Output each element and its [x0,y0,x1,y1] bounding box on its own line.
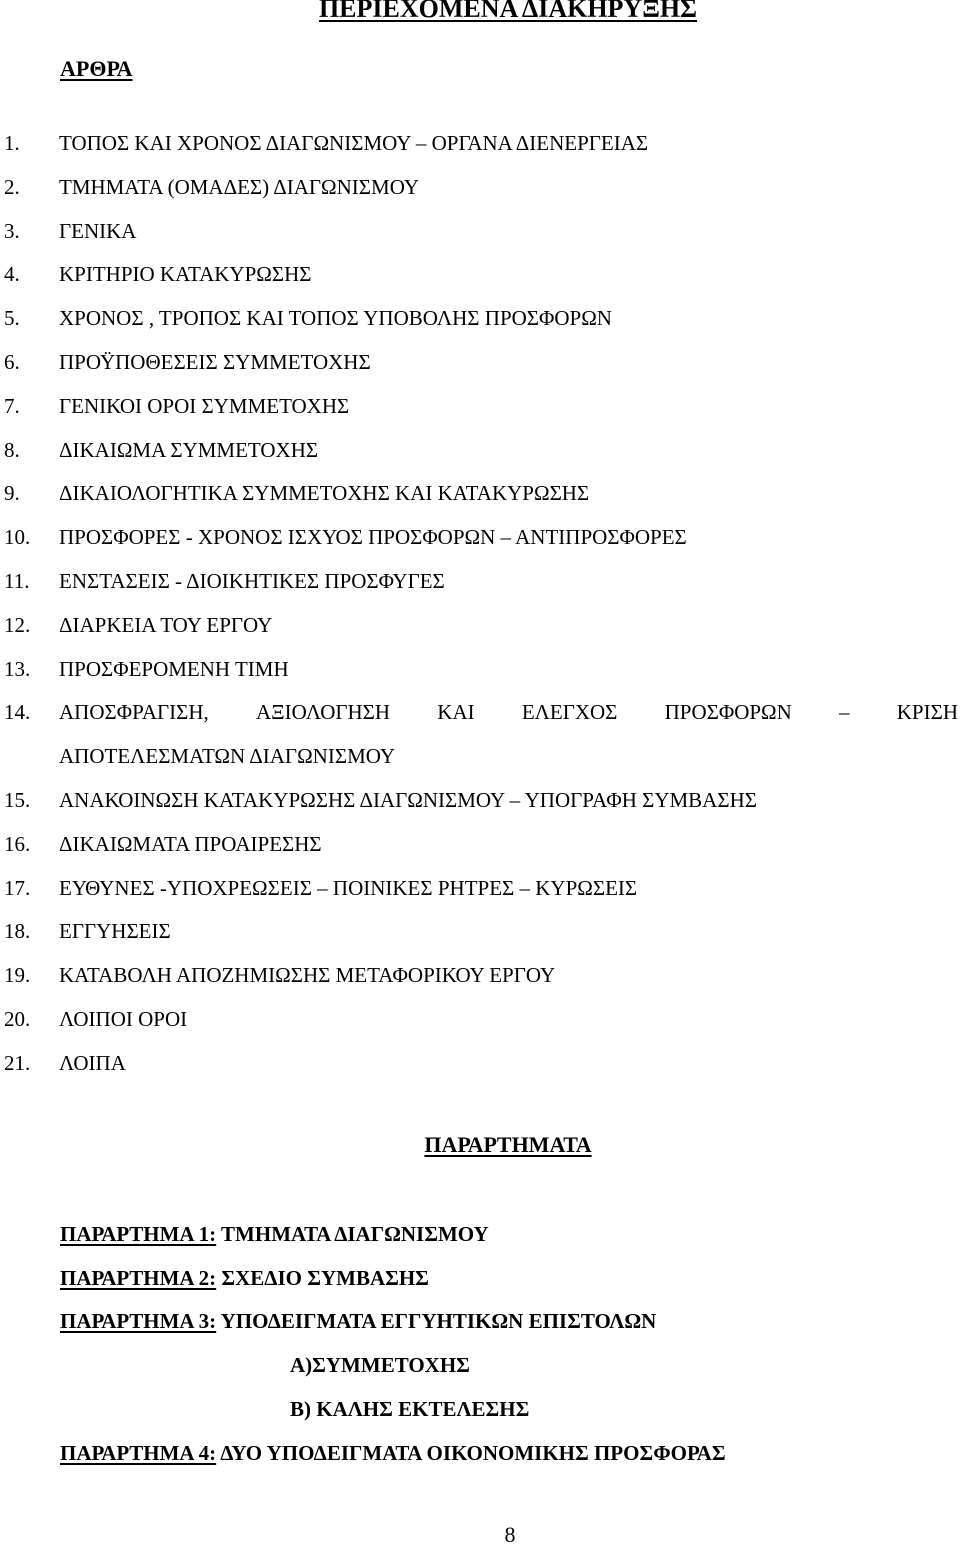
annex-title: ΥΠΟΔΕΙΓΜΑΤΑ ΕΓΓΥΗΤΙΚΩΝ ΕΠΙΣΤΟΛΩΝ [216,1309,657,1333]
article-item [0,341,960,385]
article-item [0,472,960,516]
article-item [0,823,960,867]
article-word: – [839,700,850,725]
articles-list [0,122,960,1086]
annex-title: ΣΧΕΔΙΟ ΣΥΜΒΑΣΗΣ [216,1266,429,1290]
article-item [0,648,960,692]
page-title: ΠΕΡΙΕΧΟΜΕΝΑ ΔΙΑΚΗΡΥΞΗΣ [318,0,698,23]
annex-label: ΠΑΡΑΡΤΗΜΑ 3: [60,1309,217,1333]
article-title: ΛΟΙΠΟΙ ΟΡΟΙ [59,1006,188,1031]
article-item [0,604,960,648]
article-number: 2. [4,174,20,199]
annex-subitem: Α)ΣΥΜΜΕΤΟΧΗΣ [290,1353,470,1377]
article-title: ΑΝΑΚΟΙΝΩΣΗ ΚΑΤΑΚΥΡΩΣΗΣ ΔΙΑΓΩΝΙΣΜΟΥ – ΥΠΟΓΡΑΦΗ ΣΥΜΒΑΣΗΣ [59,787,757,812]
articles-heading: ΑΡΘΡΑ [60,56,133,81]
article-number: 3. [4,218,20,243]
article-item [0,166,960,210]
article-word: ΚΑΙ [437,700,475,725]
article-number: 20. [4,1006,31,1031]
article-item [0,1042,960,1086]
article-number: 19. [4,963,31,988]
annex-label: ΠΑΡΑΡΤΗΜΑ 4: [60,1441,217,1465]
article-number: 16. [4,831,31,856]
article-number: 13. [4,656,31,681]
article-title: ΔΙΚΑΙΩΜΑ ΣΥΜΜΕΤΟΧΗΣ [59,437,319,462]
article-title: ΔΙΚΑΙΟΛΟΓΗΤΙΚΑ ΣΥΜΜΕΤΟΧΗΣ ΚΑΙ ΚΑΤΑΚΥΡΩΣΗΣ [59,481,590,506]
article-title: ΕΓΓΥΗΣΕΙΣ [59,919,171,944]
article-number: 14. [4,700,31,725]
annex-title: ΔΥΟ ΥΠΟΔΕΙΓΜΑΤΑ ΟΙΚΟΝΟΜΙΚΗΣ ΠΡΟΣΦΟΡΑΣ [216,1441,726,1465]
article-number: 10. [4,525,31,550]
article-item [0,516,960,560]
article-item [0,779,960,823]
article-title: ΠΡΟΫΠΟΘΕΣΕΙΣ ΣΥΜΜΕΤΟΧΗΣ [59,349,371,374]
article-title: ΠΡΟΣΦΟΡΕΣ - ΧΡΟΝΟΣ ΙΣΧΥΟΣ ΠΡΟΣΦΟΡΩΝ – ΑΝΤΙΠΡΟΣΦΟΡΕΣ [59,525,687,550]
annex-label: ΠΑΡΑΡΤΗΜΑ 1: [60,1222,217,1246]
article-item [0,385,960,429]
article-title: ΧΡΟΝΟΣ , ΤΡΟΠΟΣ ΚΑΙ ΤΟΠΟΣ ΥΠΟΒΟΛΗΣ ΠΡΟΣΦΟΡΩΝ [59,306,612,331]
article-number: 21. [4,1050,31,1075]
article-title: ΚΡΙΤΗΡΙΟ ΚΑΤΑΚΥΡΩΣΗΣ [59,262,312,287]
annex-title: ΤΜΗΜΑΤΑ ΔΙΑΓΩΝΙΣΜΟΥ [216,1222,489,1246]
article-title: ΔΙΚΑΙΩΜΑΤΑ ΠΡΟΑΙΡΕΣΗΣ [59,831,322,856]
article-item [0,297,960,341]
annex-item [60,1266,429,1291]
article-number: 11. [4,568,30,593]
article-title: ΤΟΠΟΣ ΚΑΙ ΧΡΟΝΟΣ ΔΙΑΓΩΝΙΣΜΟΥ – ΟΡΓΑΝΑ ΔΙΕΝΕΡΓΕΙΑΣ [59,131,649,155]
article-number: 1. [4,131,20,155]
article-word: ΕΛΕΓΧΟΣ [521,700,618,725]
article-word: ΑΞΙΟΛΟΓΗΣΗ [256,700,391,725]
article-number: 18. [4,919,31,944]
annex-item [60,1441,726,1466]
article-item [0,998,960,1042]
annex-item [60,1222,489,1247]
article-number: 8. [4,437,20,462]
article-item [0,867,960,911]
article-item [0,429,960,473]
article-item [0,122,960,166]
article-title-line-2: ΑΠΟΤΕΛΕΣΜΑΤΩΝ ΔΙΑΓΩΝΙΣΜΟΥ [59,744,396,769]
article-title: ΚΑΤΑΒΟΛΗ ΑΠΟΖΗΜΙΩΣΗΣ ΜΕΤΑΦΟΡΙΚΟΥ ΕΡΓΟΥ [59,963,556,988]
article-number: 6. [4,349,20,374]
article-item [0,910,960,954]
article-item [0,954,960,998]
article-number: 9. [4,481,20,506]
article-item [0,253,960,297]
article-number: 17. [4,875,31,900]
article-number: 15. [4,787,31,812]
article-title: ΕΝΣΤΑΣΕΙΣ - ΔΙΟΙΚΗΤΙΚΕΣ ΠΡΟΣΦΥΓΕΣ [59,568,445,593]
article-title: ΔΙΑΡΚΕΙΑ ΤΟΥ ΕΡΓΟΥ [59,612,273,637]
annex-label: ΠΑΡΑΡΤΗΜΑ 2: [60,1266,217,1290]
article-item [0,691,960,779]
article-item [0,560,960,604]
article-title: ΤΜΗΜΑΤΑ (ΟΜΑΔΕΣ) ΔΙΑΓΩΝΙΣΜΟΥ [59,174,419,199]
article-title: ΓΕΝΙΚΑ [59,218,137,243]
article-title: ΠΡΟΣΦΕΡΟΜΕΝΗ ΤΙΜΗ [59,656,289,681]
article-title: ΕΥΘΥΝΕΣ -ΥΠΟΧΡΕΩΣΕΙΣ – ΠΟΙΝΙΚΕΣ ΡΗΤΡΕΣ – ΚΥΡΩΣΕΙΣ [59,875,638,900]
page-number: 8 [504,1522,516,1547]
article-item [0,210,960,254]
annex-subitem: Β) ΚΑΛΗΣ ΕΚΤΕΛΕΣΗΣ [290,1397,530,1421]
article-number: 5. [4,306,20,331]
article-number: 12. [4,612,31,637]
article-word: ΑΠΟΣΦΡΑΓΙΣΗ, [59,700,209,725]
article-word: ΚΡΙΣΗ [896,700,958,725]
article-title: ΛΟΙΠΑ [59,1050,126,1075]
article-title-line-1 [59,691,958,735]
article-title: ΓΕΝΙΚΟΙ ΟΡΟΙ ΣΥΜΜΕΤΟΧΗΣ [59,393,350,418]
annexes-heading: ΠΑΡΑΡΤΗΜΑΤΑ [424,1132,592,1157]
article-word: ΠΡΟΣΦΟΡΩΝ [664,700,792,725]
article-number: 4. [4,262,20,287]
annex-item [60,1309,656,1334]
article-number: 7. [4,393,20,418]
